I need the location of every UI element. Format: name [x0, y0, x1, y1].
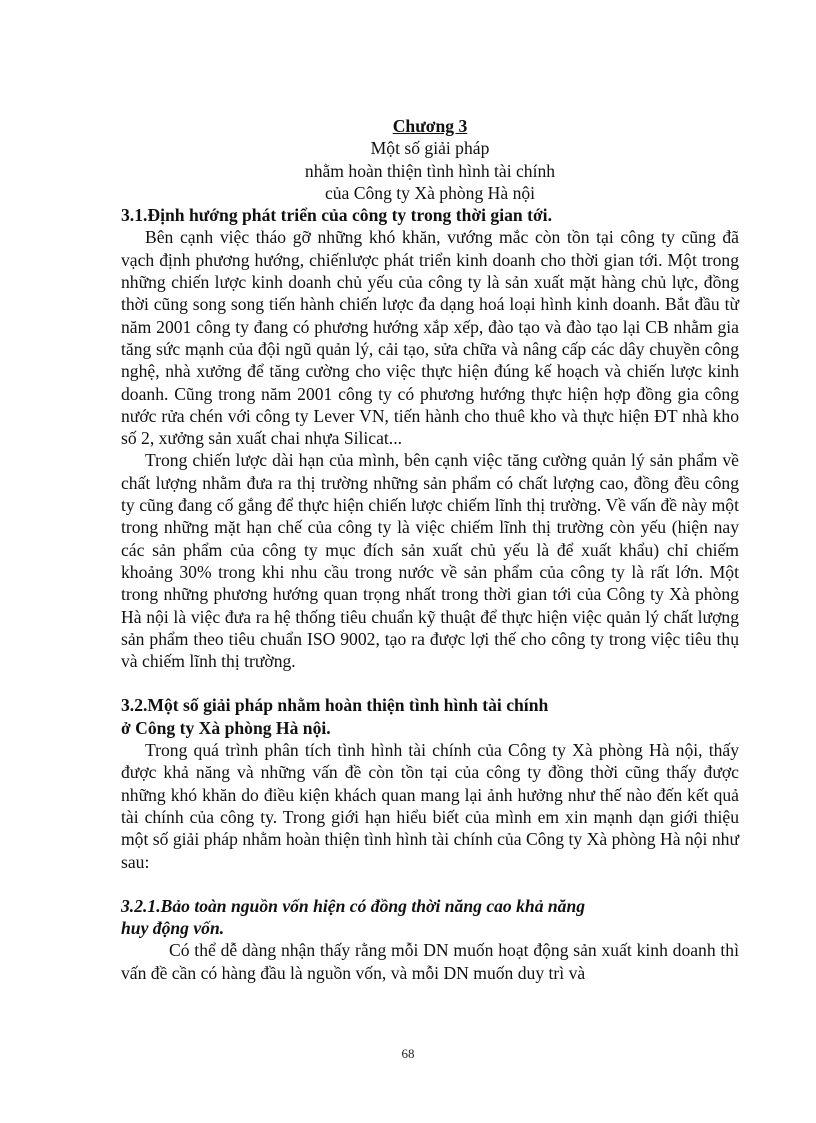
section-3-2-1-heading-line-1: 3.2.1.Bảo toàn nguồn vốn hiện có đồng thời năng cao khả năng [121, 895, 586, 916]
section-3-1-paragraph-2: Trong chiến lược dài hạn của mình, bên cạnh việc tăng cường quản lý sản phẩm về chất lượng nhằm đưa ra thị trường những sản phẩm có chất lượng cao, đồng đều công ty cũng đang cố gắng để thực hiện chiến lược chiếm lĩnh thị trường. Về vấn đề này một trong những mặt hạn chế của công ty là việc chiếm lĩnh thị trường còn yếu (hiện nay các sản phẩm của công ty mục đích sản xuất chủ yếu là để xuất khẩu) chỉ chiếm khoảng 30% trong khi nhu cầu trong nước về sản phẩm của công ty là rất lớn. Một trong những phương hướng quan trọng nhất trong thời gian tới của Công ty Xà phòng Hà nội là việc đưa ra hệ thống tiêu chuẩn kỹ thuật để thực hiện việc quản lý chất lượng sản phẩm theo tiêu chuẩn ISO 9002, tạo ra được lợi thế cho công ty trong việc tiêu thụ và chiếm lĩnh thị trường. [121, 450, 739, 672]
chapter-title-line-2: nhằm hoàn thiện tình hình tài chính [304, 160, 556, 181]
section-3-2-heading-line-2: ở Công ty Xà phòng Hà nội. [121, 717, 331, 738]
chapter-title-line-1: Một số giải pháp [370, 138, 490, 159]
section-3-2-1-heading-line-2: huy động vốn. [121, 918, 225, 939]
section-3-1-heading: 3.1.Định hướng phát triển của công ty trong thời gian tới. [121, 205, 552, 226]
chapter-title-line-3: của Công ty Xà phòng Hà nội [324, 182, 536, 203]
section-3-1-paragraph-1: Bên cạnh việc tháo gỡ những khó khăn, vướng mắc còn tồn tại công ty cũng đã vạch định phương hướng, chiếnlược phát triển kinh doanh cho thời gian tới. Một trong những chiến lược kinh doanh chủ yếu của công ty là sản xuất mặt hàng chủ lực, đồng thời cũng song song tiến hành chiến lược đa dạng hoá loại hình kinh doanh. Bắt đầu từ năm 2001 công ty đang có phương hướng xắp xếp, đào tạo và đào tạo lại CB nhằm gia tăng sức mạnh của đội ngũ quản lý, cải tạo, sửa chữa và nâng cấp các dây chuyền công nghệ, nhà xưởng để tăng cường cho việc thực hiện đúng kế hoạch và chiến lược kinh doanh. Cũng trong năm 2001 công ty có phương hướng thực hiện hợp đồng gia công nước rửa chén với công ty Lever VN, tiến hành cho thuê kho và thực hiện ĐT nhà kho số 2, xưởng sản xuất chai nhựa Silicat... [121, 227, 739, 449]
section-3-2-1-paragraph: Có thể dễ dàng nhận thấy rằng mỗi DN muốn hoạt động sản xuất kinh doanh thì vấn đề cần có hàng đầu là nguồn vốn, và mỗi DN muốn duy trì và [121, 940, 739, 983]
spacer [121, 873, 739, 895]
page-number: 68 [401, 1046, 415, 1061]
document-page [121, 115, 739, 984]
chapter-label: Chương 3 [392, 116, 468, 136]
section-3-2-paragraph: Trong quá trình phân tích tình hình tài chính của Công ty Xà phòng Hà nội, thấy được khả năng và những vấn đề còn tồn tại của công ty đồng thời cũng thấy được những khó khăn do điều kiện khách quan mang lại ảnh hưởng như thế nào đến kết quả tài chính của công ty. Trong giới hạn hiểu biết của mình em xin mạnh dạn giới thiệu một số giải pháp nhằm hoàn thiện tình hình tài chính của Công ty Xà phòng Hà nội như sau: [121, 740, 739, 872]
spacer [121, 672, 739, 694]
section-3-2-heading-line-1: 3.2.Một số giải pháp nhằm hoàn thiện tình hình tài chính [121, 695, 549, 716]
